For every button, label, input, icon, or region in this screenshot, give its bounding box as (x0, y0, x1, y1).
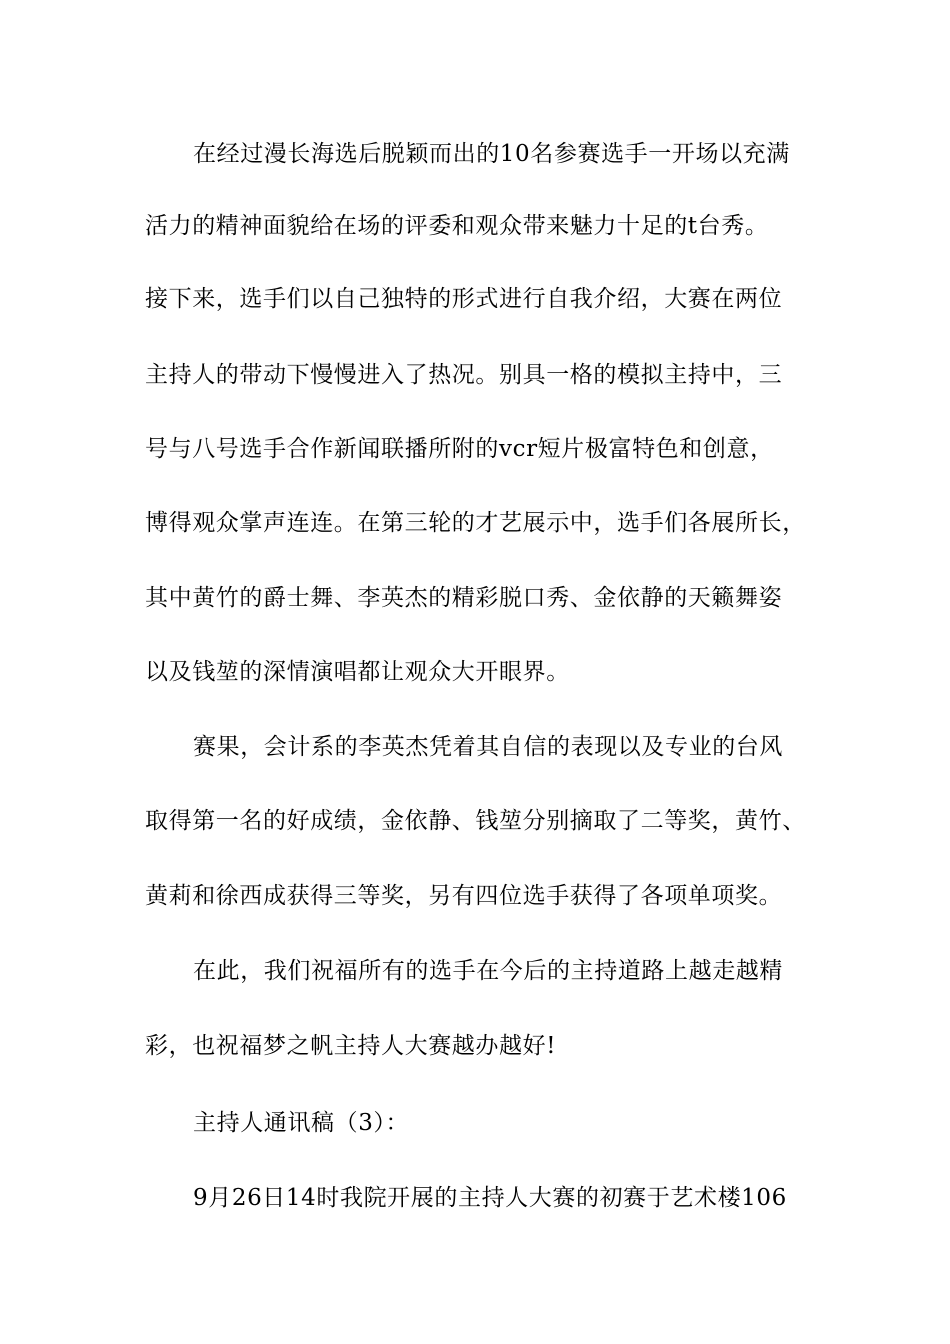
paragraph-line: 号与八号选手合作新闻联播所附的vcr短片极富特色和创意， (145, 436, 774, 462)
paragraph-line: 其中黄竹的爵士舞、李英杰的精彩脱口秀、金依静的天籁舞姿 (145, 585, 783, 611)
paragraph-line: 主持人的带动下慢慢进入了热况。别具一格的模拟主持中，三 (145, 362, 783, 388)
paragraph-line: 在经过漫长海选后脱颖而出的10名参赛选手一开场以充满 (193, 141, 790, 167)
paragraph-line: 接下来，选手们以自己独特的形式进行自我介绍，大赛在两位 (145, 286, 783, 312)
paragraph-line: 活力的精神面貌给在场的评委和观众带来魅力十足的t台秀。 (145, 213, 769, 239)
paragraph-line: 以及钱堃的深情演唱都让观众大开眼界。 (145, 659, 570, 685)
paragraph-line: 彩，也祝福梦之帆主持人大赛越办越好! (145, 1033, 557, 1059)
paragraph-line: 博得观众掌声连连。在第三轮的才艺展示中，选手们各展所长， (145, 510, 806, 536)
section-heading: 主持人通讯稿（3）： (193, 1110, 410, 1136)
paragraph-line: 在此，我们祝福所有的选手在今后的主持道路上越走越精 (193, 958, 783, 984)
paragraph-line: 9月26日14时我院开展的主持人大赛的初赛于艺术楼106 (193, 1185, 787, 1211)
paragraph-line: 取得第一名的好成绩，金依静、钱堃分别摘取了二等奖，黄竹、 (145, 808, 806, 834)
paragraph-line: 黄莉和徐西成获得三等奖，另有四位选手获得了各项单项奖。 (145, 883, 783, 909)
paragraph-line: 赛果，会计系的李英杰凭着其自信的表现以及专业的台风 (193, 734, 783, 760)
